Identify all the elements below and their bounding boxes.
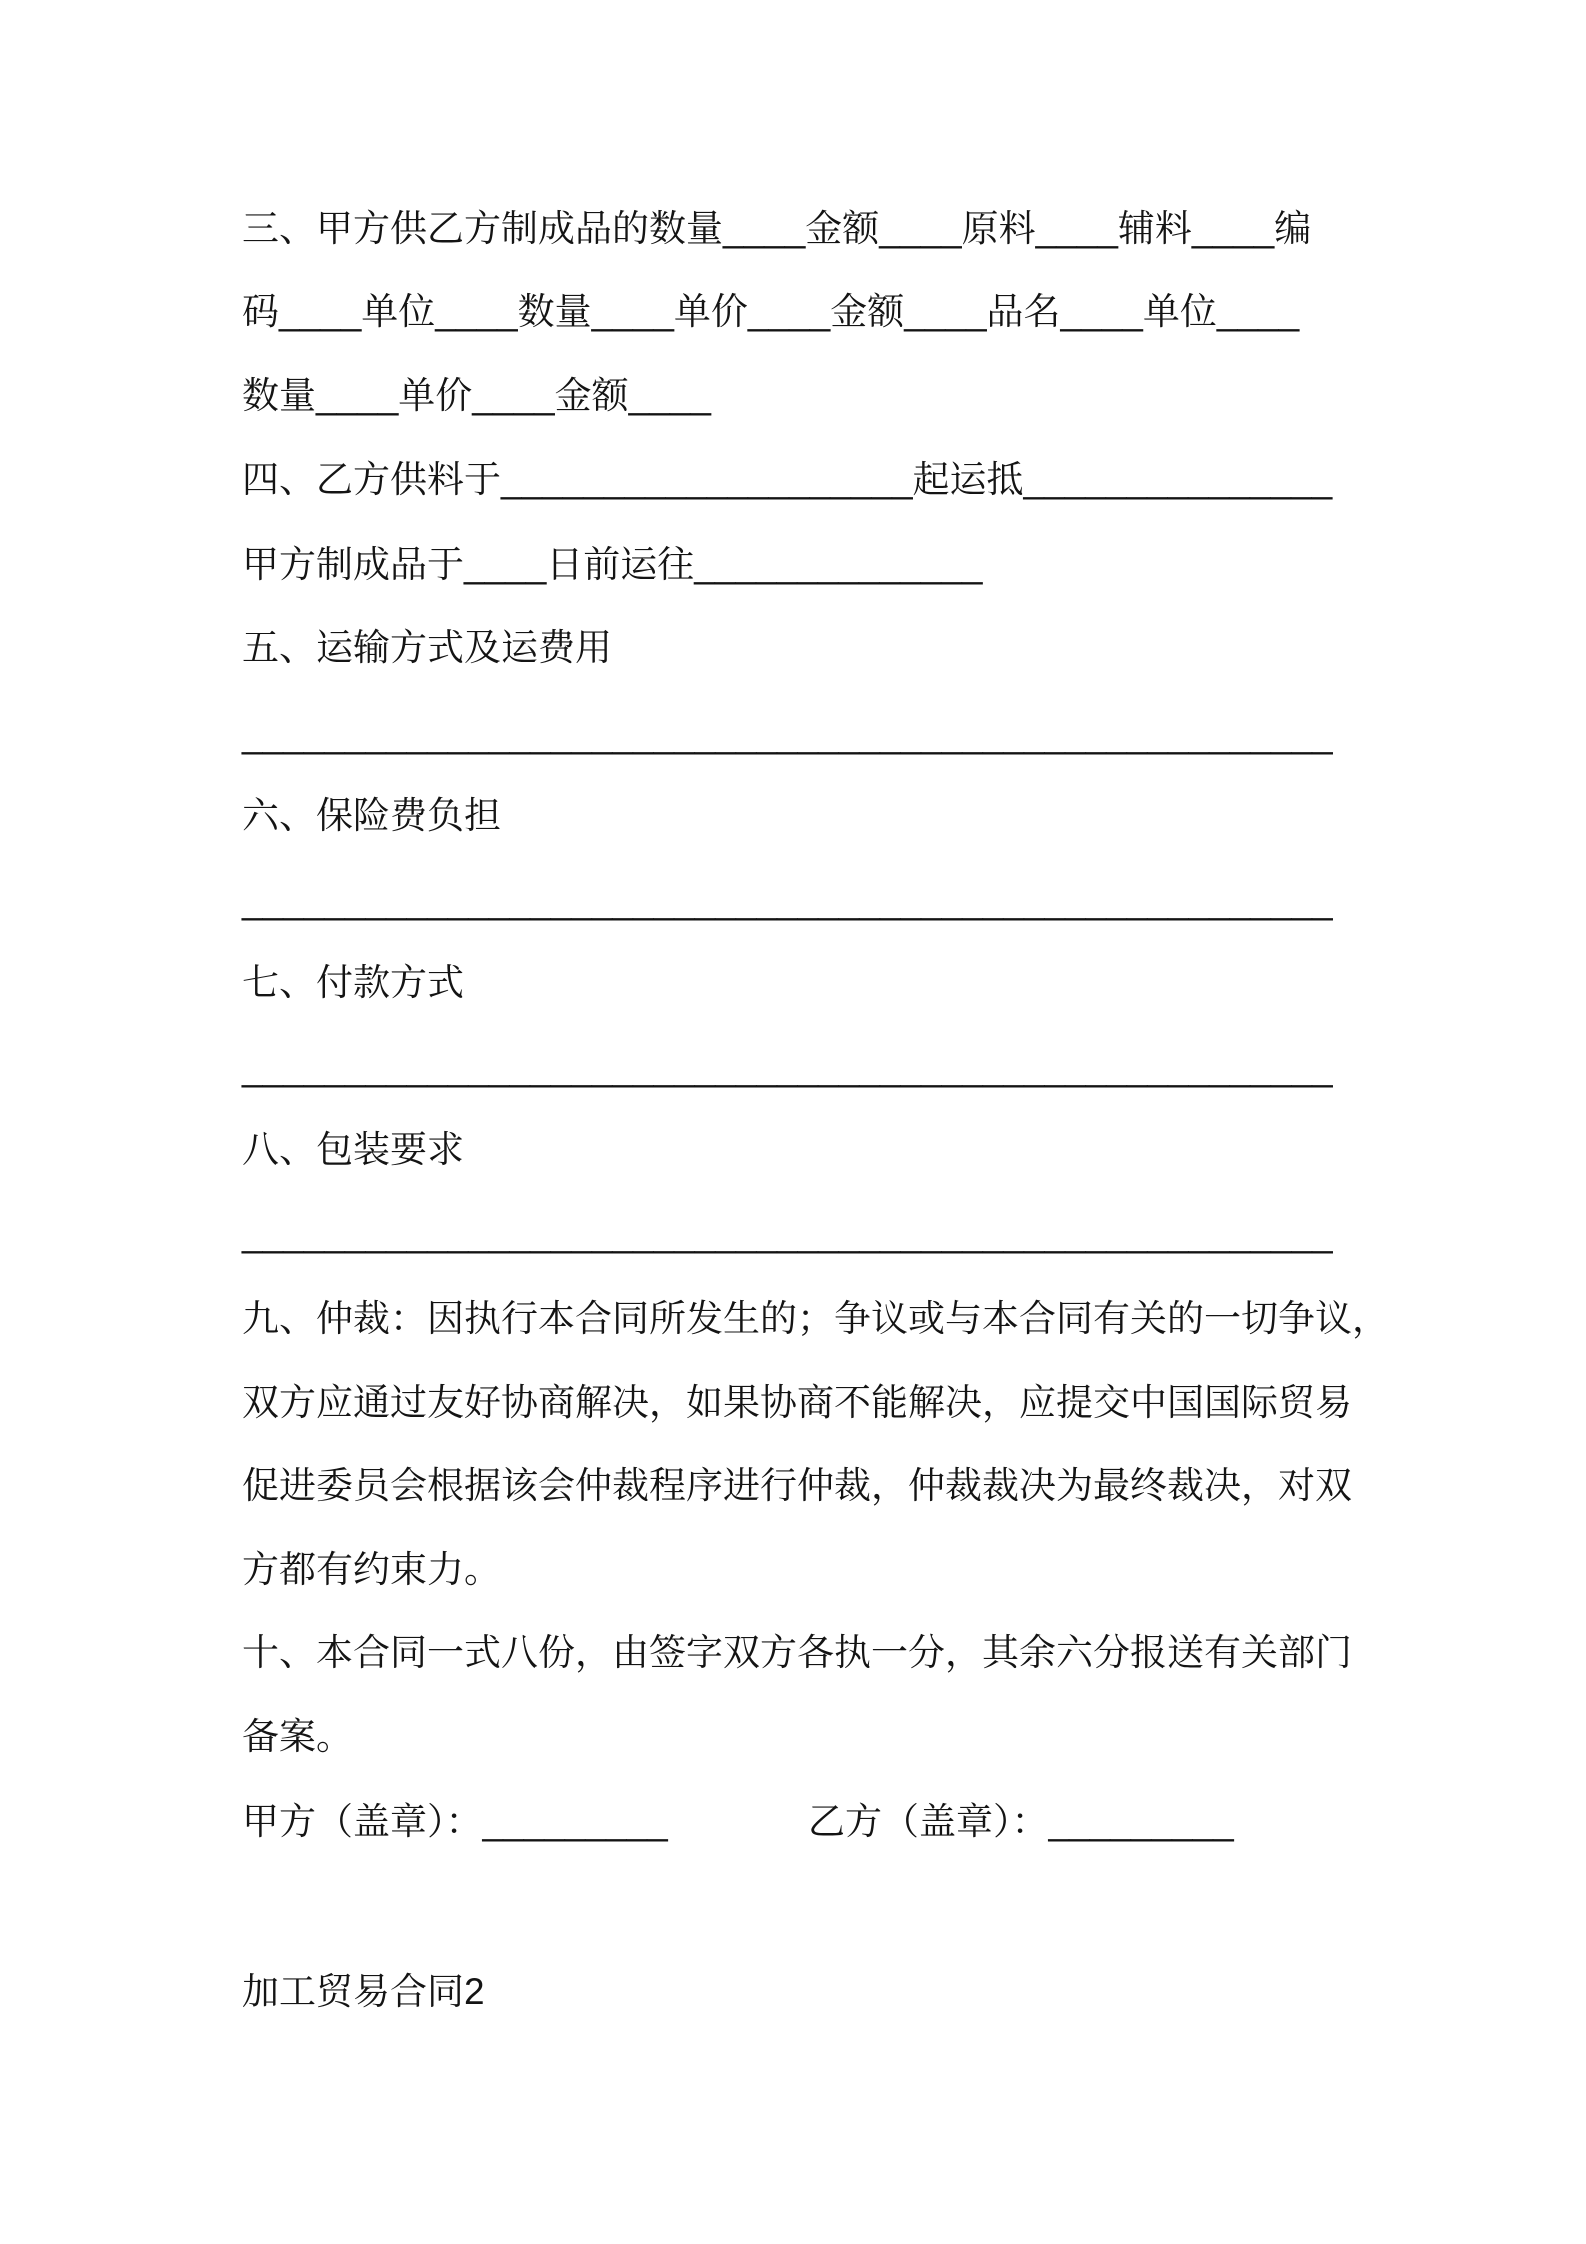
next-contract-title: 加工贸易合同2 <box>242 1971 485 2012</box>
clause-3-line-1: 三、甲方供乙方制成品的数量____金额____原料____辅料____编 <box>242 208 1312 249</box>
clause-4-line-1: 四、乙方供料于____________________起运抵_______________ <box>242 459 1333 500</box>
party-b-signature: 乙方（盖章）：_________ <box>808 1801 1234 1842</box>
clause-7-blank-line: _____________________________________________________ <box>242 1047 1333 1088</box>
clause-6-blank-line: _____________________________________________________ <box>242 880 1333 921</box>
clause-3-line-3: 数量____单价____金额____ <box>242 375 711 416</box>
clause-5-blank-line: _____________________________________________________ <box>242 714 1333 755</box>
clause-9-line-2: 双方应通过友好协商解决，如果协商不能解决，应提交中国国际贸易 <box>242 1382 1352 1423</box>
clause-5-heading: 五、运输方式及运费用 <box>242 627 612 668</box>
clause-10-line-2: 备案。 <box>242 1716 353 1757</box>
clause-9-line-4: 方都有约束力。 <box>242 1549 501 1590</box>
clause-4-line-2: 甲方制成品于____日前运往______________ <box>242 544 983 585</box>
clause-8-blank-line: _____________________________________________________ <box>242 1213 1333 1254</box>
clause-6-heading: 六、保险费负担 <box>242 795 501 836</box>
clause-7-heading: 七、付款方式 <box>242 962 464 1003</box>
party-a-signature: 甲方（盖章）：_________ <box>242 1801 668 1842</box>
clause-9-line-3: 促进委员会根据该会仲裁程序进行仲裁，仲裁裁决为最终裁决，对双 <box>242 1465 1352 1506</box>
clause-3-line-2: 码____单位____数量____单价____金额____品名____单位____ <box>242 291 1300 332</box>
clause-9-line-1: 九、仲裁：因执行本合同所发生的；争议或与本合同有关的一切争议， <box>242 1298 1389 1339</box>
clause-8-heading: 八、包装要求 <box>242 1129 464 1170</box>
clause-10-line-1: 十、本合同一式八份，由签字双方各执一分，其余六分报送有关部门 <box>242 1632 1352 1673</box>
